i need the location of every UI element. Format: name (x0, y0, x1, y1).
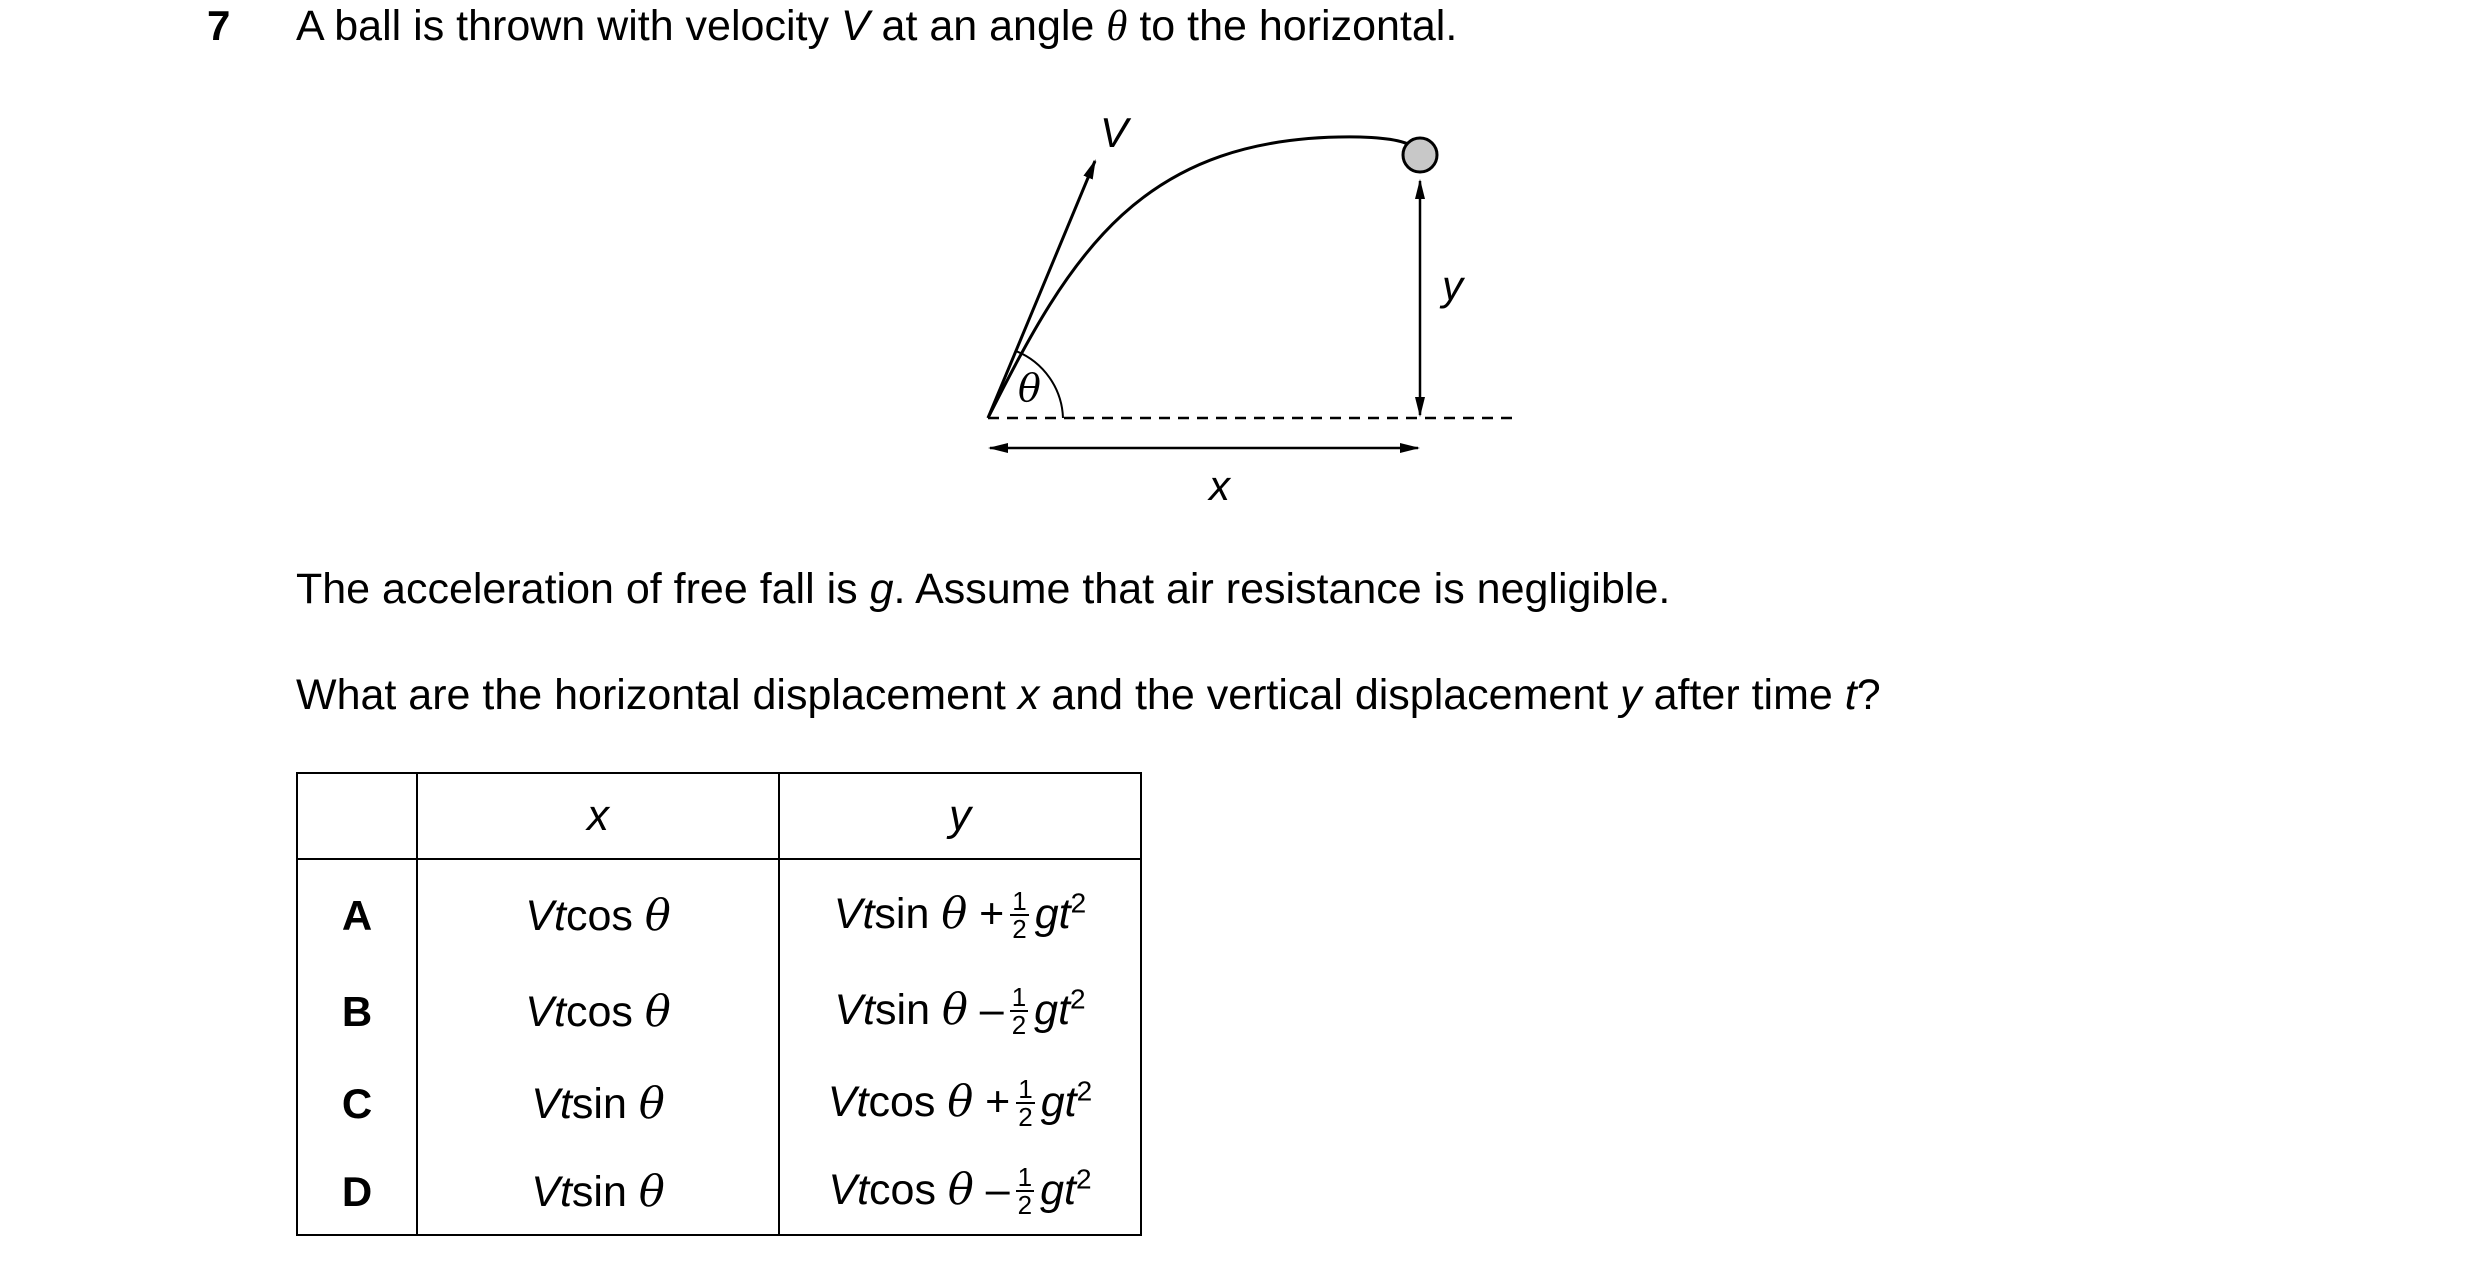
option-y-expr: Vtsin θ + $\frac{1}{2}$ $gt^2$ (779, 859, 1141, 966)
velocity-arrow (988, 161, 1095, 418)
given-info: The acceleration of free fall is g. Assume that air resistance is negligible. (296, 565, 1671, 613)
option-row[interactable] (297, 1150, 1141, 1235)
projectile-diagram (960, 95, 1540, 515)
option-row[interactable] (297, 859, 1141, 966)
var-theta: θ (1106, 3, 1128, 50)
question-prompt: What are the horizontal displacement x and the vertical displacement y after time t? (296, 671, 1881, 719)
header-y: y (779, 773, 1141, 859)
option-y-expr: Vtcos θ – $\frac{1}{2}$ $gt^2$ (779, 1150, 1141, 1235)
option-row[interactable] (297, 1058, 1141, 1150)
option-y-expr: Vtsin θ – $\frac{1}{2}$ $gt^2$ (779, 966, 1141, 1058)
option-y-expr: Vtcos θ + $\frac{1}{2}$ $gt^2$ (779, 1058, 1141, 1150)
option-row[interactable] (297, 966, 1141, 1058)
option-x-expr: Vtsin θ (417, 1058, 779, 1150)
option-letter: D (297, 1150, 417, 1235)
header-x: x (417, 773, 779, 859)
option-x-expr: Vtsin θ (417, 1150, 779, 1235)
options-table (296, 772, 1142, 1236)
label-theta: θ (1018, 366, 1041, 410)
option-x-expr: Vtcos θ (417, 859, 779, 966)
question-stem: A ball is thrown with velocity V at an angle θ to the horizontal. (296, 2, 1458, 50)
ball (1403, 138, 1437, 172)
option-letter: C (297, 1058, 417, 1150)
trajectory-curve (988, 137, 1420, 418)
label-x: x (1209, 462, 1230, 509)
var-v: V (840, 2, 870, 50)
option-letter: A (297, 859, 417, 966)
header-empty (297, 773, 417, 859)
question-number: 7 (207, 2, 231, 49)
option-x-expr: Vtcos θ (417, 966, 779, 1058)
label-v: V (1100, 109, 1129, 156)
label-y: y (1442, 262, 1463, 309)
option-letter: B (297, 966, 417, 1058)
